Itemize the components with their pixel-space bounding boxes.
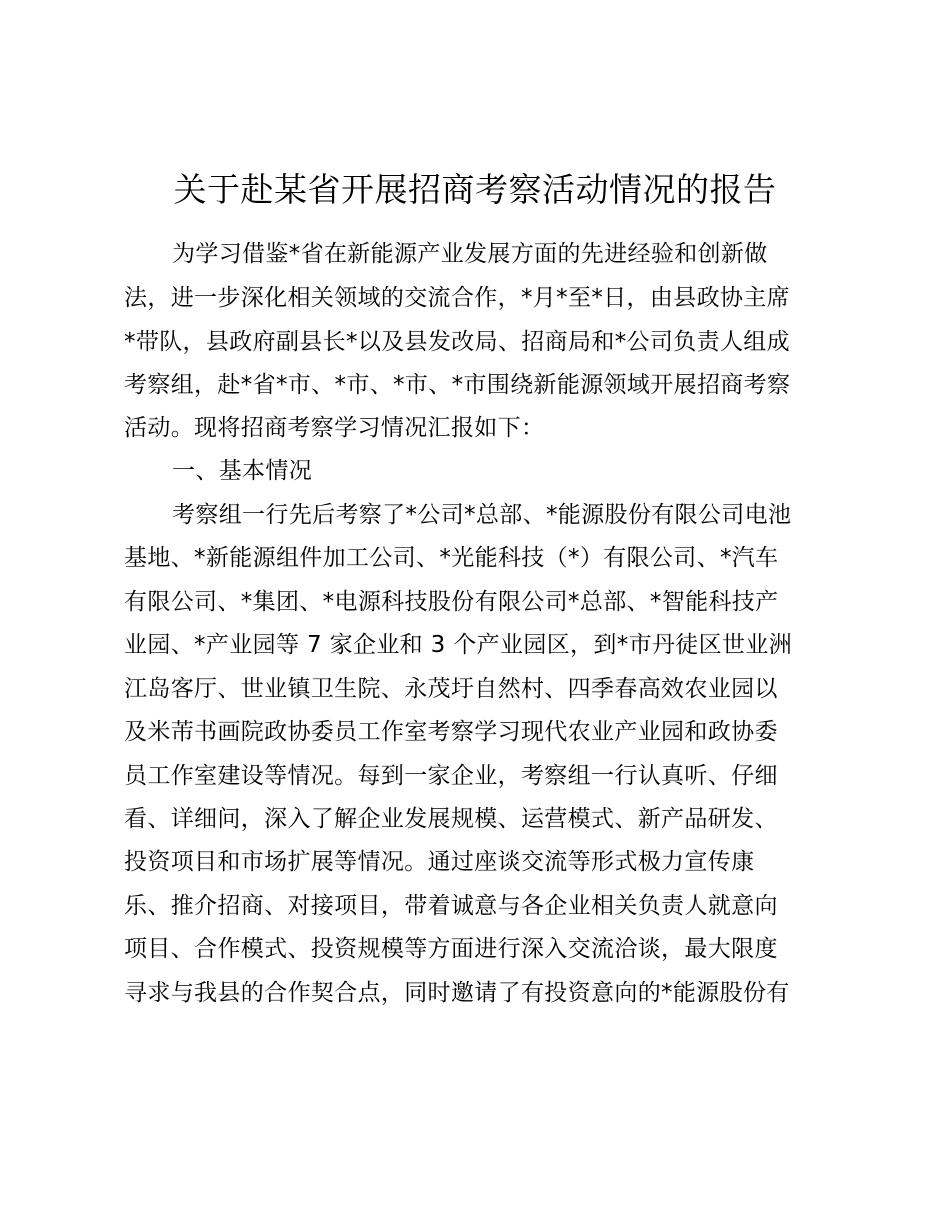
section-heading: 一、基本情况 [172,458,313,484]
paragraph-line: 及米芾书画院政协委员工作室考察学习现代农业产业园和政协委 [124,719,778,745]
paragraph-line: 江岛客厅、世业镇卫生院、永茂圩自然村、四季春高效农业园以 [124,676,778,702]
paragraph-line: 看、详细问，深入了解企业发展规模、运营模式、新产品研发、 [124,806,778,832]
paragraph-line: 活动。现将招商考察学习情况汇报如下： [124,415,545,441]
paragraph-line: 法，进一步深化相关领域的交流合作，*月*至*日，由县政协主席 [124,285,790,311]
paragraph-line: *带队，县政府副县长*以及县发改局、招商局和*公司负责人组成 [124,329,790,355]
paragraph-line: 寻求与我县的合作契合点，同时邀请了有投资意向的*能源股份有 [124,980,790,1006]
paragraph-line: 为学习借鉴*省在新能源产业发展方面的先进经验和创新做 [172,241,768,267]
paragraph-line: 项目、合作模式、投资规模等方面进行深入交流洽谈，最大限度 [124,936,778,962]
paragraph-line: 考察组一行先后考察了*公司*总部、*能源股份有限公司电池 [172,502,792,528]
paragraph-line: 业园、*产业园等 7 家企业和 3 个产业园区，到*市丹徒区世业洲 [124,632,793,658]
paragraph-line: 投资项目和市场扩展等情况。通过座谈交流等形式极力宣传康 [124,849,755,875]
document-title: 关于赴某省开展招商考察活动情况的报告 [173,170,777,209]
paragraph-line: 基地、*新能源组件加工公司、*光能科技（*）有限公司、*汽车 [124,545,779,571]
paragraph-line: 乐、推介招商、对接项目，带着诚意与各企业相关负责人就意向 [124,893,778,919]
paragraph-line: 考察组，赴*省*市、*市、*市、*市围绕新能源领域开展招商考察 [124,372,791,398]
paragraph-line: 有限公司、*集团、*电源科技股份有限公司*总部、*智能科技产 [124,589,779,615]
paragraph-line: 员工作室建设等情况。每到一家企业，考察组一行认真听、仔细 [124,763,778,789]
